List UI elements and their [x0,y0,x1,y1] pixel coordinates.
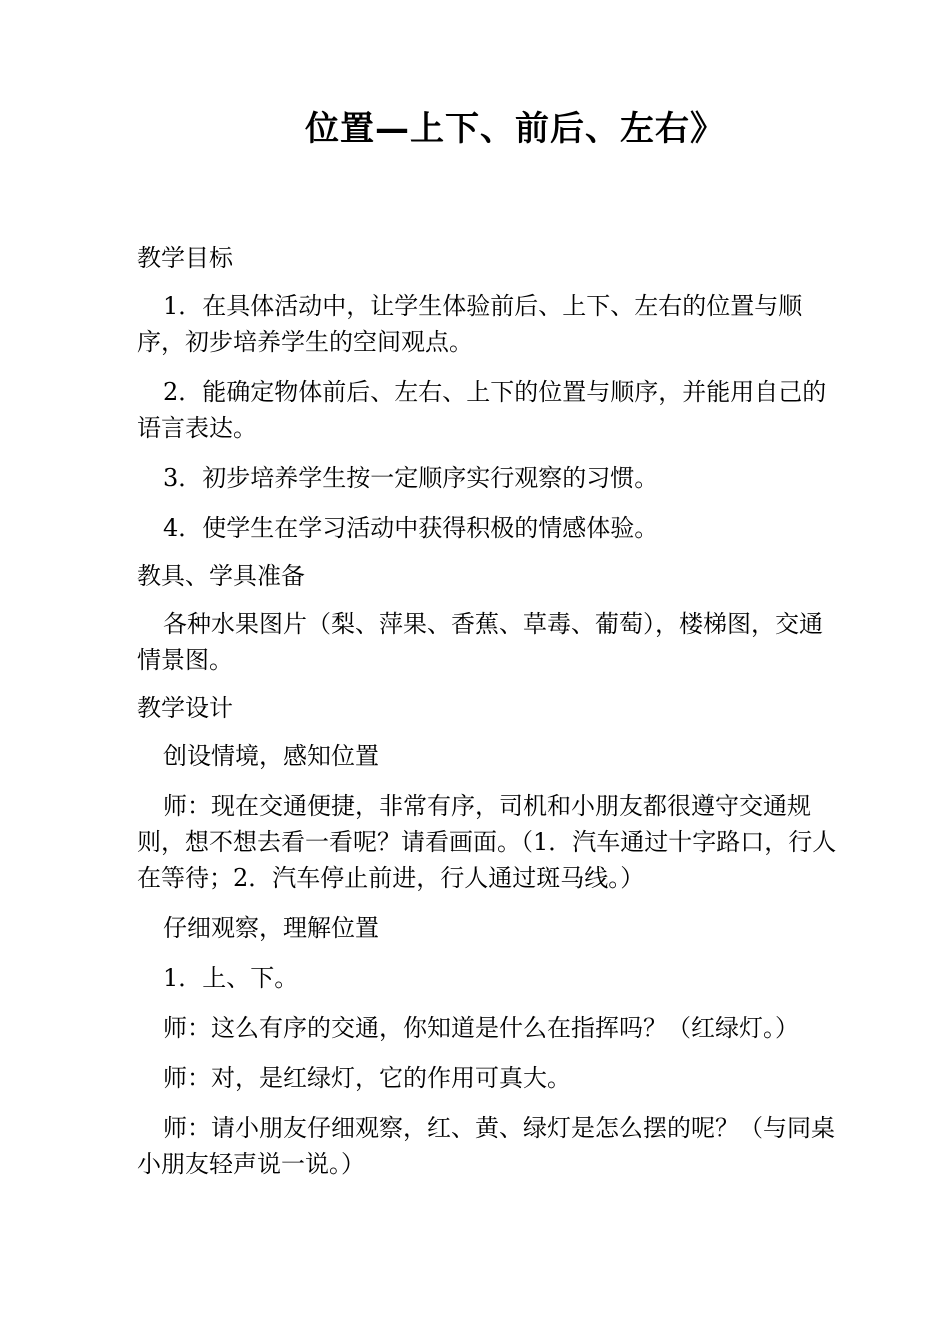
design-paragraph: 师：现在交通便捷，非常有序，司机和小朋友都很遵守交通规则，想不想去看一看呢？请看画面。（1．汽车通过十字路口，行人在等待；2．汽车停止前进，行人通过斑马线。） [137,792,837,892]
objective-item: 2．能确定物体前后、左右、上下的位置与顺序，并能用自己的语言表达。 [137,378,827,442]
objective-item: 4．使学生在学习活动中获得积极的情感体验。 [163,514,659,542]
document-title: 位置—上下、前后、左右》 [305,109,725,149]
design-paragraph: 师：这么有序的交通，你知道是什么在指挥吗？（红绿灯。） [163,1014,799,1042]
design-paragraph: 创设情境，感知位置 [163,742,379,770]
objective-item: 1．在具体活动中，让学生体验前后、上下、左右的位置与顺序，初步培养学生的空间观点。 [137,292,803,356]
design-paragraph: 师：对，是红绿灯，它的作用可真大。 [163,1064,571,1092]
document-body [137,240,837,1182]
section-heading-materials: 教具、学具准备 [137,562,305,590]
section-heading-objectives: 教学目标 [137,244,233,272]
design-paragraph: 1．上、下。 [163,964,299,992]
objective-item: 3．初步培养学生按一定顺序实行观察的习惯。 [163,464,659,492]
design-paragraph: 师：请小朋友仔细观察，红、黄、绿灯是怎么摆的呢？（与同桌小朋友轻声说一说。） [137,1114,835,1178]
materials-text: 各种水果图片（梨、萍果、香蕉、草毒、葡萄），楼梯图，交通情景图。 [137,610,823,674]
section-heading-design: 教学设计 [137,694,233,722]
design-paragraph: 仔细观察，理解位置 [163,914,379,942]
